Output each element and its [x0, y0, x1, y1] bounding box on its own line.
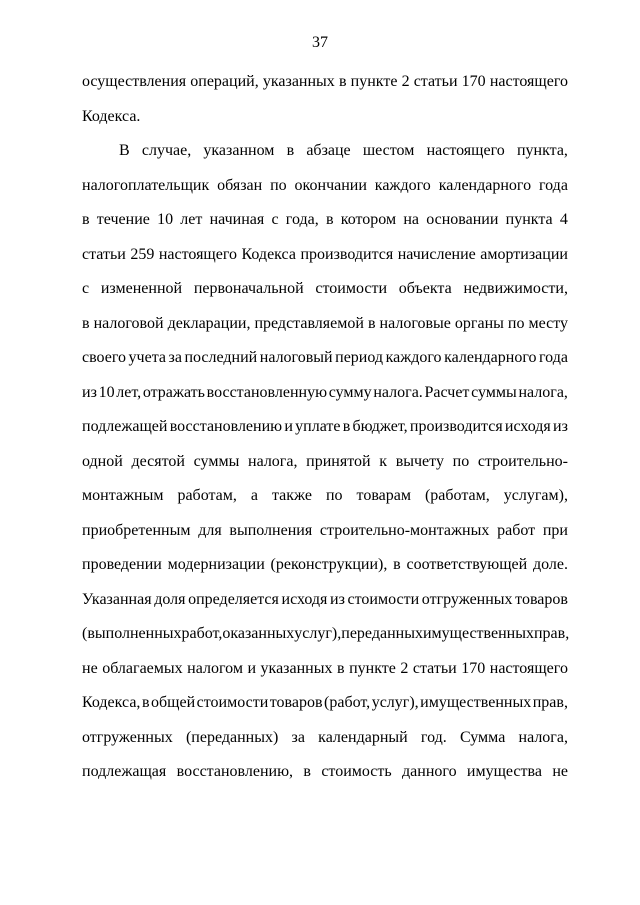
text-line: проведении модернизации (реконструкции), в соответствующей доле. — [82, 556, 568, 573]
text-line: В случае, указанном в абзаце шестом настоящего пункта, — [119, 142, 568, 159]
text-line: из 10 лет, отражать восстановленную сумму налога. Расчет суммы налога, — [82, 383, 568, 401]
text-line: с измененной первоначальной стоимости объекта недвижимости, — [82, 280, 568, 297]
text-line: своего учета за последний налоговый период каждого календарного года — [82, 349, 568, 366]
text-line: подлежащая восстановлению, в стоимость данного имущества не — [82, 763, 568, 780]
text-line: одной десятой суммы налога, принятой к вычету по строительно- — [82, 452, 568, 470]
text-line: подлежащей восстановлению и уплате в бюджет, производится исходя из — [82, 418, 568, 435]
text-line: осуществления операций, указанных в пункте 2 статьи 170 настоящего — [82, 73, 568, 90]
text-line: монтажным работам, а также по товарам (работам, услугам), — [82, 487, 568, 504]
page-number: 37 — [312, 34, 328, 51]
text-line: Кодекса. — [82, 107, 141, 125]
text-line: приобретенным для выполнения строительно-монтажных работ при — [82, 521, 568, 539]
text-line: статьи 259 настоящего Кодекса производится начисление амортизации — [82, 245, 568, 263]
text-line: в налоговой декларации, представляемой в налоговые органы по месту — [82, 314, 568, 332]
body-text — [82, 72, 568, 797]
text-line: отгруженных (переданных) за календарный год. Сумма налога, — [82, 728, 568, 746]
text-line: (выполненных работ, оказанных услуг), переданных имущественных прав, — [82, 625, 570, 642]
text-line: в течение 10 лет начиная с года, в котором на основании пункта 4 — [82, 211, 568, 228]
text-line: Указанная доля определяется исходя из стоимости отгруженных товаров — [82, 590, 568, 608]
text-line: налогоплательщик обязан по окончании каждого календарного года — [82, 176, 568, 194]
text-line: Кодекса, в общей стоимости товаров (работ, услуг), имущественных прав, — [82, 694, 568, 711]
text-line: не облагаемых налогом и указанных в пункте 2 статьи 170 настоящего — [82, 659, 568, 677]
